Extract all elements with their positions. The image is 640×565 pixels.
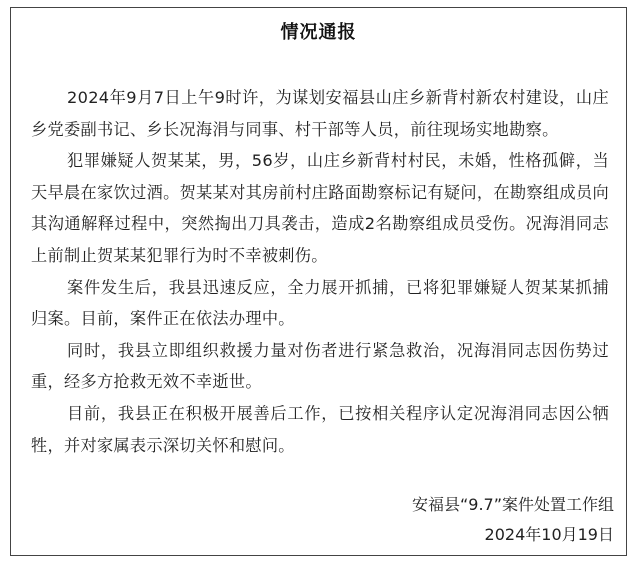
paragraph-rescue: 同时，我县立即组织救援力量对伤者进行紧急救治，况海涓同志因伤势过重，经多方抢救无效不幸逝世。 [31, 340, 609, 392]
paragraph-suspect-details: 犯罪嫌疑人贺某某，男，56岁，山庄乡新背村村民，未婚，性格孤僻，当天早晨在家饮过酒。贺某某对其房前村庄路面勘察标记有疑问，在勘察组成员向其沟通解释过程中，突然掏出刀具袭击，造成2名勘察组成员受伤。况海涓同志上前制止贺某某犯罪行为时不幸被刺伤。 [31, 151, 609, 265]
issuer-name: 安福县“9.7”案件处置工作组 [411, 495, 614, 514]
notice-signature [412, 490, 614, 550]
notice-title: 情况通报 [280, 22, 357, 43]
paragraph-arrest: 案件发生后，我县迅速反应，全力展开抓捕，已将犯罪嫌疑人贺某某抓捕归案。目前，案件正在依法办理中。 [31, 277, 609, 329]
paragraph-aftermath: 目前，我县正在积极开展善后工作，已按相关程序认定况海涓同志因公牺牲，并对家属表示深切关怀和慰问。 [31, 403, 609, 455]
issue-date: 2024年10月19日 [484, 525, 614, 544]
paragraph-incident-background: 2024年9月7日上午9时许，为谋划安福县山庄乡新背村新农村建设，山庄乡党委副书记、乡长况海涓与同事、村干部等人员，前往现场实地勘察。 [31, 88, 609, 139]
notice-body [31, 82, 609, 461]
notice-document [10, 7, 627, 556]
